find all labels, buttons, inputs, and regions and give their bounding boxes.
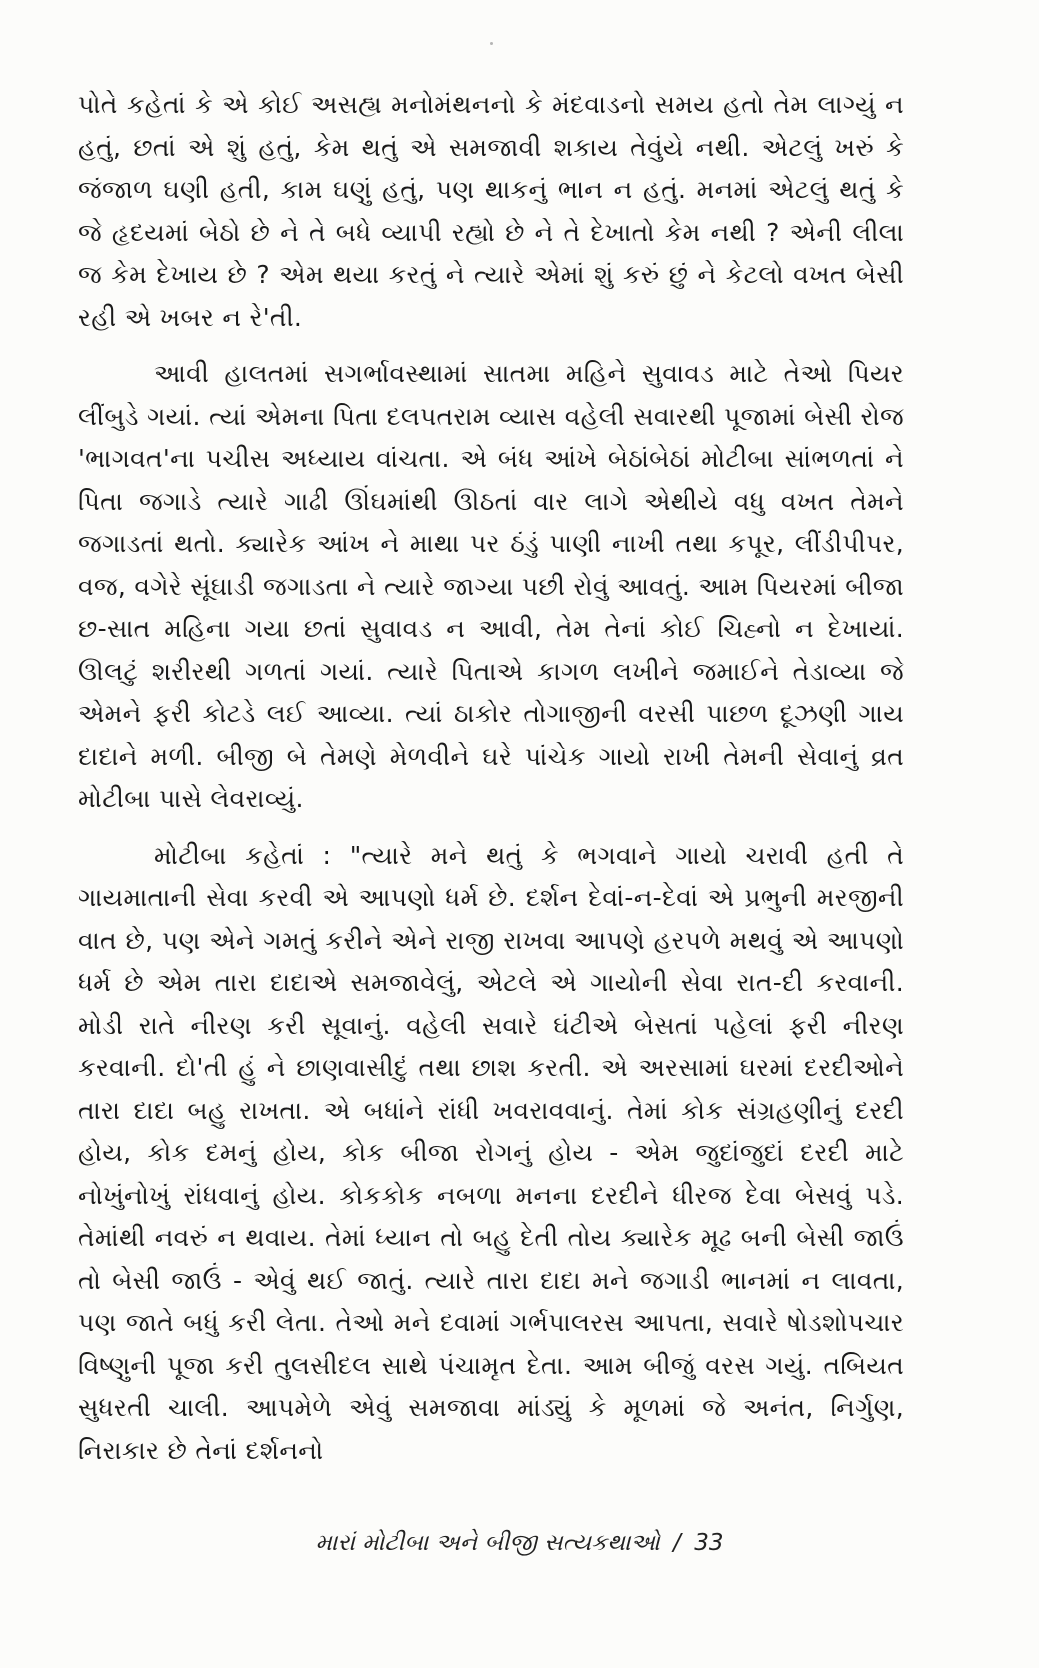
page-number: 33 <box>694 1530 724 1556</box>
page-footer <box>0 1530 1039 1556</box>
scan-speck <box>490 42 493 45</box>
paragraph-2: આવી હાલતમાં સગર્ભાવસ્થામાં સાતમા મહિને સુવાવડ માટે તેઓ પિયર લીંબુડે ગયાં. ત્યાં એમના પિતા દલપતરામ વ્યાસ વહેલી સવારથી પૂજામાં બેસી રોજ 'ભાગવત'ના પચીસ અધ્યાય વાંચતા. એ બંધ આંખે બેઠાંબેઠાં મોટીબા સાંભળતાં ને પિતા જગાડે ત્યારે ગાઢી ઊંઘમાંથી ઊઠતાં વાર લાગે એથીયે વધુ વખત તેમને જગાડતાં થતો. ક્યારેક આંખ ને માથા પર ઠંડું પાણી નાખી તથા કપૂર, લીંડીપીપર, વજ, વગેરે સૂંઘાડી જગાડતા ને ત્યારે જાગ્યા પછી રોવું આવતું. આમ પિયરમાં બીજા છ-સાત મહિના ગયા છતાં સુવાવડ ન આવી, તેમ તેનાં કોઈ ચિહ્નો ન દેખાયાં. ઊલટું શરીરથી ગળતાં ગયાં. ત્યારે પિતાએ કાગળ લખીને જમાઈને તેડાવ્યા જે એમને ફરી કોટડે લઈ આવ્યા. ત્યાં ઠાકોર તોગાજીની વરસી પાછળ દૂઝણી ગાય દાદાને મળી. બીજી બે તેમણે મેળવીને ઘરે પાંચેક ગાયો રાખી તેમની સેવાનું વ્રત મોટીબા પાસે લેવરાવ્યું. <box>78 359 904 813</box>
paragraph-3: મોટીબા કહેતાં : "ત્યારે મને થતું કે ભગવાને ગાયો ચરાવી હતી તે ગાયમાતાની સેવા કરવી એ આપણો ધર્મ છે. દર્શન દેવાં-ન-દેવાં એ પ્રભુની મરજીની વાત છે, પણ એને ગમતું કરીને એને રાજી રાખવા આપણે હરપળે મથવું એ આપણો ધર્મ છે એમ તારા દાદાએ સમજાવેલું, એટલે એ ગાયોની સેવા રાત-દી કરવાની. મોડી રાતે નીરણ કરી સૂવાનું. વહેલી સવારે ઘંટીએ બેસતાં પહેલાં ફરી નીરણ કરવાની. દો'તી હું ને છાણવાસીદું તથા છાશ કરતી. એ અરસામાં ઘરમાં દરદીઓને તારા દાદા બહુ રાખતા. એ બધાંને રાંધી ખવરાવવાનું. તેમાં કોક સંગ્રહણીનું દરદી હોય, કોક દમનું હોય, કોક બીજા રોગનું હોય - એમ જુદાંજુદાં દરદી માટે નોખુંનોખું રાંધવાનું હોય. કોકકોક નબળા મનના દરદીને ધીરજ દેવા બેસવું પડે. તેમાંથી નવરું ન થવાય. તેમાં ધ્યાન તો બહુ દેતી તોય ક્યારેક મૂઢ બની બેસી જાઉં તો બેસી જાઉં - એવું થઈ જાતું. ત્યારે તારા દાદા મને જગાડી ભાનમાં ન લાવતા, પણ જાતે બધું કરી લેતા. તેઓ મને દવામાં ગર્ભપાલરસ આપતા, સવારે ષોડશોપચાર વિષ્ણુની પૂજા કરી તુલસીદલ સાથે પંચામૃત દેતા. આમ બીજું વરસ ગયું. તબિયત સુધરતી ચાલી. આપમેળે એવું સમજાવા માંડ્યું કે મૂળમાં જે અનંત, નિર્ગુણ, નિરાકાર છે તેનાં દર્શનનો <box>78 840 904 1465</box>
footer-book-title: મારાં મોટીબા અને બીજી સત્યકથાઓ <box>315 1530 660 1556</box>
page-body <box>78 84 904 1486</box>
footer-separator: / <box>673 1530 681 1556</box>
paragraph-1: પોતે કહેતાં કે એ કોઈ અસહ્ય મનોમંથનનો કે મંદવાડનો સમય હતો તેમ લાગ્યું ન હતું, છતાં એ શું હતું, કેમ થતું એ સમજાવી શકાય તેવુંયે નથી. એટલું ખરું કે જંજાળ ઘણી હતી, કામ ઘણું હતું, પણ થાકનું ભાન ન હતું. મનમાં એટલું થતું કે જે હૃદયમાં બેઠો છે ને તે બધે વ્યાપી રહ્યો છે ને તે દેખાતો કેમ નથી ? એની લીલા જ કેમ દેખાય છે ? એમ થયા કરતું ને ત્યારે એમાં શું કરું છું ને કેટલો વખત બેસી રહી એ ખબર ન રે'તી. <box>78 90 904 332</box>
